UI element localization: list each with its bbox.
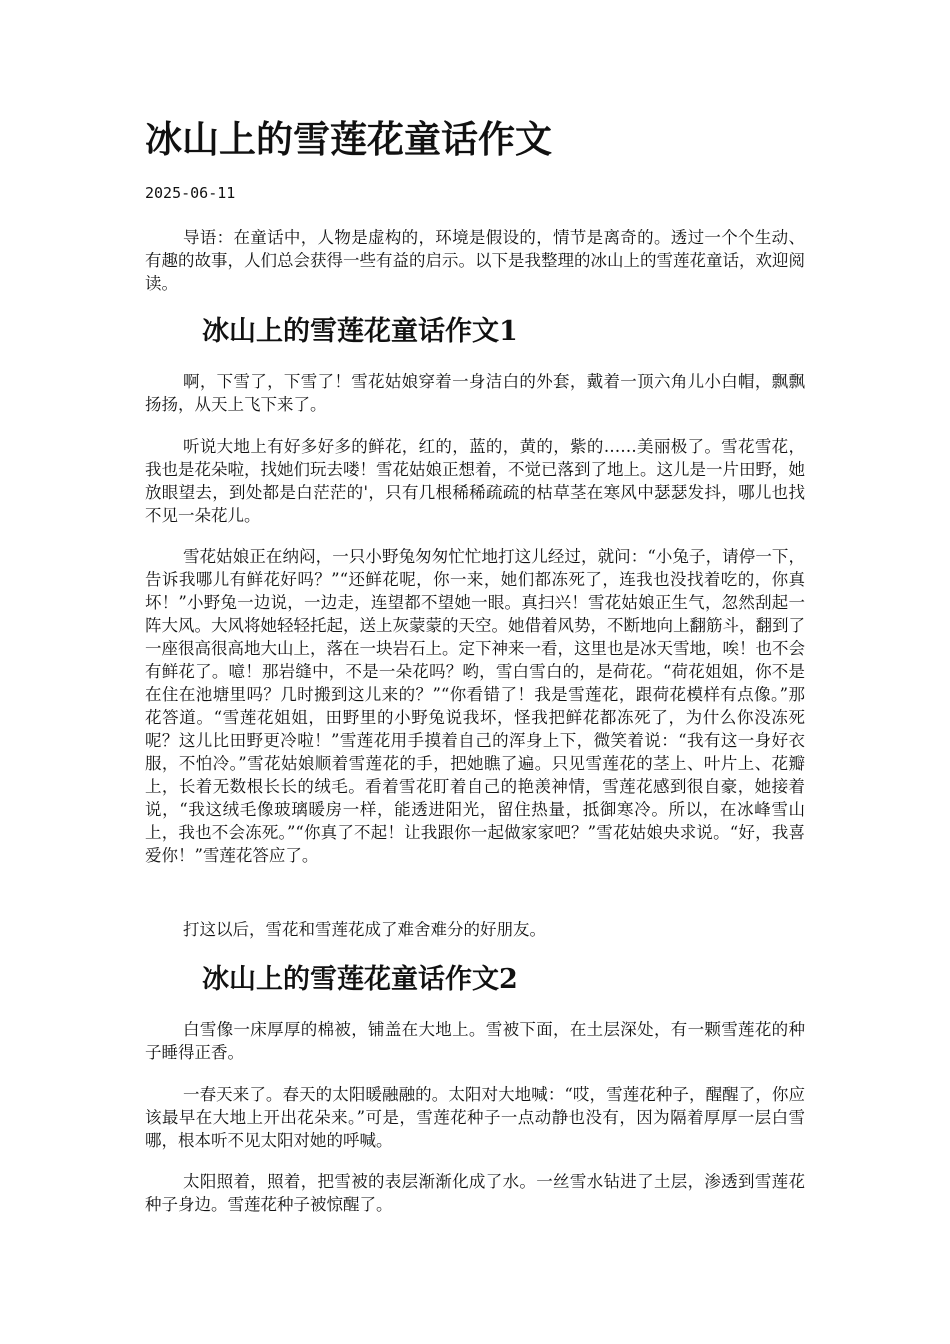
- section-2-paragraph-1: 白雪像一床厚厚的棉被，铺盖在大地上。雪被下面，在土层深处，有一颗雪莲花的种子睡得正香。: [145, 1020, 805, 1062]
- section-1-paragraph-4: 打这以后，雪花和雪莲花成了难舍难分的好朋友。: [183, 920, 546, 939]
- intro-paragraph: 导语：在童话中，人物是虚构的，环境是假设的，情节是离奇的。透过一个个生动、有趣的故事，人们总会获得一些有益的启示。以下是我整理的冰山上的雪莲花童话，欢迎阅读。: [145, 228, 805, 293]
- section-2-paragraph-2: 一春天来了。春天的太阳暖融融的。太阳对大地喊：“哎，雪莲花种子，醒醒了，你应该最早在大地上开出花朵来。”可是，雪莲花种子一点动静也没有，因为隔着厚厚一层白雪哪，根本听不见太阳对她的呼喊。: [145, 1085, 805, 1150]
- section-2-paragraph-3: 太阳照着，照着，把雪被的表层渐渐化成了水。一丝雪水钻进了土层，渗透到雪莲花种子身边。雪莲花种子被惊醒了。: [145, 1172, 805, 1214]
- document-title: 冰山上的雪莲花童话作文: [145, 117, 552, 161]
- section-1-paragraph-1: 啊，下雪了，下雪了！雪花姑娘穿着一身洁白的外套，戴着一顶六角儿小白帽，飘飘扬扬，从天上飞下来了。: [145, 372, 805, 414]
- section-heading-1: 冰山上的雪莲花童话作文1: [202, 316, 518, 347]
- publish-date: 2025-06-11: [145, 184, 236, 202]
- section-1-paragraph-2: 听说大地上有好多好多的鲜花，红的，蓝的，黄的，紫的……美丽极了。雪花雪花，我也是花朵啦，找她们玩去喽！雪花姑娘正想着，不觉已落到了地上。这儿是一片田野，她放眼望去，到处都是白茫茫的'，只有几根稀稀疏疏的枯草茎在寒风中瑟瑟发抖，哪儿也找不见一朵花儿。: [145, 437, 805, 525]
- section-1-paragraph-3: 雪花姑娘正在纳闷，一只小野兔匆匆忙忙地打这儿经过，就问：“小兔子，请停一下，告诉我哪儿有鲜花好吗？”“还鲜花呢，你一来，她们都冻死了，连我也没找着吃的，你真坏！”小野兔一边说，一边走，连望都不望她一眼。真扫兴！雪花姑娘正生气，忽然刮起一阵大风。大风将她轻轻托起，送上灰蒙蒙的天空。她借着风势，不断地向上翻筋斗，翻到了一座很高很高地大山上，落在一块岩石上。定下神来一看，这里也是冰天雪地，唉！也不会有鲜花了。噫！那岩缝中，不是一朵花吗？哟，雪白雪白的，是荷花。“荷花姐姐，你不是在住在池塘里吗？几时搬到这儿来的？”“你看错了！我是雪莲花，跟荷花模样有点像。”那花答道。“雪莲花姐姐，田野里的小野兔说我坏，怪我把鲜花都冻死了，为什么你没冻死呢？这儿比田野更冷啦！”雪莲花用手摸着自己的浑身上下，微笑着说：“我有这一身好衣服，不怕冷。”雪花姑娘顺着雪莲花的手，把她瞧了遍。只见雪莲花的茎上、叶片上、花瓣上，长着无数根长长的绒毛。看着雪花盯着自己的艳羡神情，雪莲花感到很自豪，她接着说，“我这绒毛像玻璃暖房一样，能透进阳光，留住热量，抵御寒冷。所以，在冰峰雪山上，我也不会冻死。”“你真了不起！让我跟你一起做家家吧？”雪花姑娘央求说。“好，我喜爱你！”雪莲花答应了。: [145, 547, 805, 865]
- section-heading-2: 冰山上的雪莲花童话作文2: [202, 964, 518, 995]
